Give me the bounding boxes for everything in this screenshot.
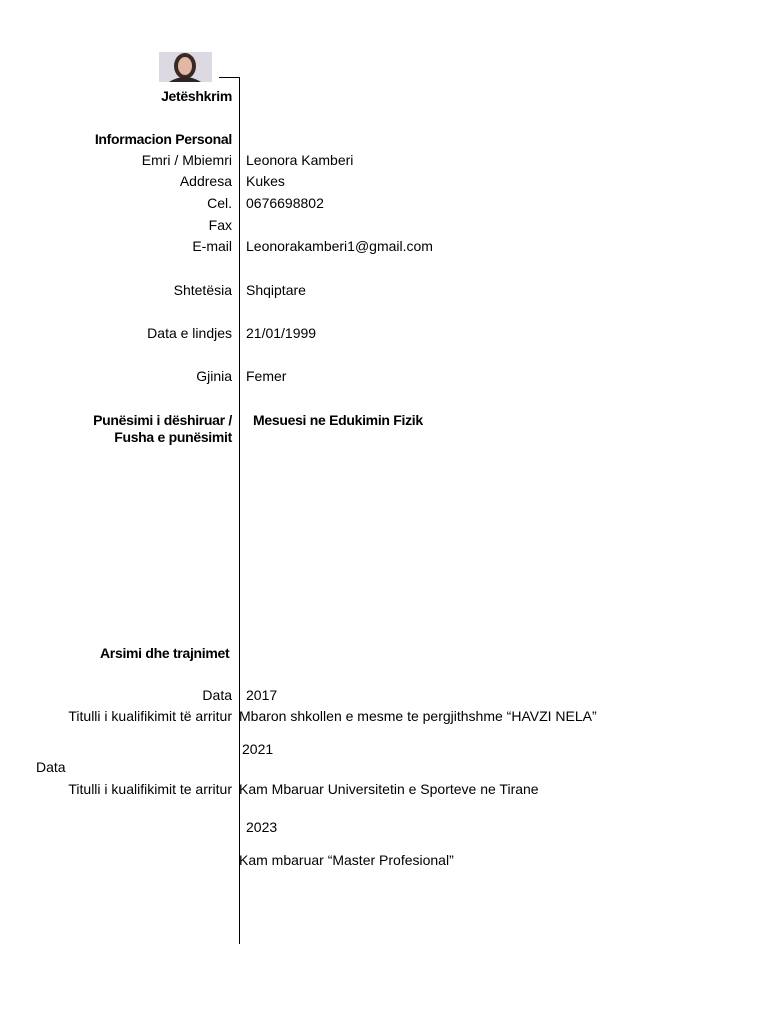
value-gender: Femer bbox=[246, 368, 287, 384]
label-phone: Cel. bbox=[207, 195, 232, 211]
label-employment-line1: Punësimi i dëshiruar / bbox=[93, 412, 232, 428]
value-name: Leonora Kamberi bbox=[246, 152, 354, 168]
label-gender: Gjinia bbox=[196, 368, 232, 384]
profile-photo bbox=[159, 52, 212, 82]
label-birthdate: Data e lindjes bbox=[147, 325, 232, 341]
value-birthdate: 21/01/1999 bbox=[246, 325, 317, 341]
edu-date-label-2: Data bbox=[36, 759, 66, 775]
section-heading-personal: Informacion Personal bbox=[94, 131, 232, 147]
edu-title-2: Kam Mbaruar Universitetin e Sporteve ne Tirane bbox=[239, 781, 539, 797]
label-name: Emri / Mbiemri bbox=[141, 152, 232, 168]
label-employment-line2: Fusha e punësimit bbox=[114, 429, 232, 445]
edu-date-2: 2021 bbox=[242, 741, 274, 757]
section-heading-education: Arsimi dhe trajnimet bbox=[100, 645, 230, 661]
edu-date-label-1: Data bbox=[202, 687, 232, 703]
value-phone: 0676698802 bbox=[246, 195, 324, 211]
edu-date-3: 2023 bbox=[246, 819, 278, 835]
edu-date-1: 2017 bbox=[246, 687, 278, 703]
label-address: Addresa bbox=[179, 173, 232, 189]
edu-title-label-2: Titulli i kualifikimit te arritur bbox=[68, 781, 232, 797]
page-title: Jetëshkrim bbox=[161, 88, 232, 104]
label-fax: Fax bbox=[208, 217, 232, 233]
edu-title-label-1: Titulli i kualifikimit të arritur bbox=[68, 708, 232, 724]
label-nationality: Shtetësia bbox=[173, 282, 232, 298]
divider-top bbox=[219, 77, 240, 78]
value-nationality: Shqiptare bbox=[246, 282, 306, 298]
value-email[interactable]: Leonorakamberi1@gmail.com bbox=[246, 238, 433, 254]
value-address: Kukes bbox=[246, 173, 285, 189]
profile-photo-icon bbox=[159, 52, 212, 82]
divider-vertical bbox=[239, 77, 240, 944]
edu-title-3: Kam mbaruar “Master Profesional” bbox=[239, 852, 454, 868]
value-employment: Mesuesi ne Edukimin Fizik bbox=[253, 412, 423, 428]
edu-title-1: Mbaron shkollen e mesme te pergjithshme “HAVZI NELA” bbox=[239, 708, 597, 724]
label-email: E-mail bbox=[192, 238, 232, 254]
